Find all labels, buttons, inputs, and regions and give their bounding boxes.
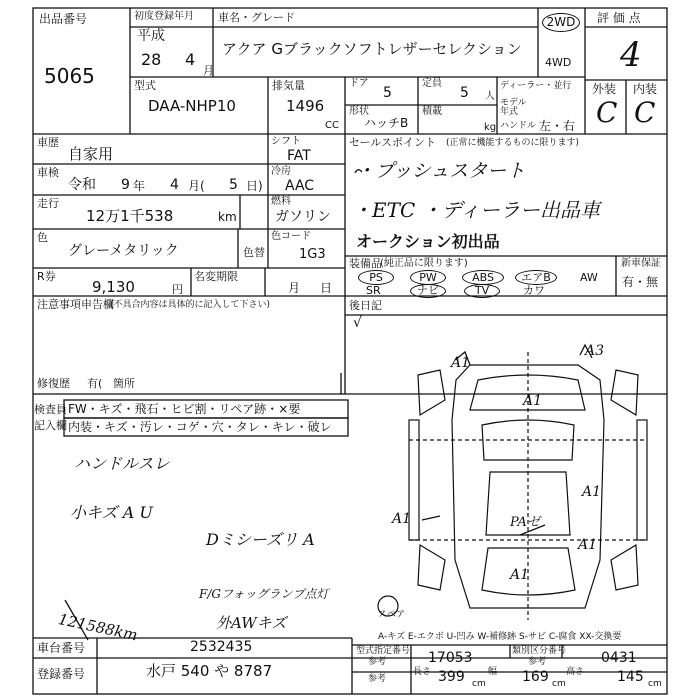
equip-navi: ナビ: [410, 284, 446, 298]
note-line-1: ハンドルスレ: [74, 454, 170, 473]
load-label: 積載: [422, 106, 442, 117]
mark-pa-door: PAゼ: [510, 515, 540, 530]
sales-note: (正常に機能するものに限ります): [446, 138, 580, 148]
inspection-month-unit: 月(: [188, 179, 205, 193]
equip-aw: AW: [580, 271, 598, 284]
repair-label: 修復歴: [37, 377, 70, 390]
equip-ps: PS: [358, 270, 394, 285]
mark-a1-left: A1: [392, 511, 412, 527]
chassis-number: 2532435: [190, 639, 253, 655]
mileage-label: 走行: [37, 197, 59, 210]
body-type: ハッチB: [364, 116, 409, 130]
inspection-year: 9: [121, 177, 130, 193]
inspection-day: 5: [229, 177, 238, 193]
yen-unit: 円: [172, 283, 183, 296]
equip-tv: TV: [464, 284, 500, 298]
equipment-note: (純正品に限ります): [380, 258, 468, 269]
mark-a1-right-rear: A1: [578, 537, 598, 553]
exterior-label: 外装: [592, 82, 617, 96]
interior-grade: C: [634, 96, 656, 129]
class-no-label: 類別区分番号: [512, 646, 567, 656]
color: グレーメタリック: [68, 243, 179, 259]
title-month: 月: [288, 281, 301, 295]
fuel: ガソリン: [275, 209, 331, 225]
length: 399: [438, 669, 465, 685]
width-unit: cm: [552, 679, 566, 689]
rear-note-mark: √: [353, 315, 362, 331]
sales-handwritten-2: ・ETC ・ディーラー出品車: [352, 198, 600, 222]
warranty-value: 有・無: [622, 275, 659, 289]
equip-abs: ABS: [462, 270, 504, 285]
reg-era: 平成: [137, 28, 165, 44]
class-no-ref: 参考: [528, 657, 547, 667]
sales-printed: オークション初出品: [356, 232, 500, 251]
repaint-label: 色替: [243, 246, 265, 259]
type-cert-number: 17053: [428, 650, 473, 666]
capacity-label: 定員: [422, 78, 442, 89]
model-year-label2: 年式: [500, 107, 519, 117]
note-mileage: 121588km: [56, 610, 140, 645]
overall-score: 4: [620, 35, 642, 75]
history-label: 車歴: [37, 136, 59, 149]
reg-month: 4: [185, 50, 196, 69]
history-value: 自家用: [68, 145, 114, 163]
model-label: 型式: [134, 79, 156, 92]
new-car-warranty-label: 新車保証: [621, 258, 661, 269]
ac-label: 冷房: [271, 166, 291, 177]
dealer-label: ディーラー・並行: [500, 81, 572, 91]
note-line-3: Dミシーズリ A: [206, 530, 315, 549]
equip-leather: カワ: [523, 284, 545, 297]
note-line-4: F/Gフォッグランプ点灯: [199, 587, 329, 601]
inspection-year-unit: 年: [133, 179, 146, 193]
plate-number: 水戸 540 や 8787: [146, 662, 273, 680]
repair-value: 有(: [87, 377, 103, 390]
mark-a3-front-right: A3: [585, 343, 605, 359]
car-name-label: 車名・グレード: [218, 11, 295, 24]
model-code: DAA-NHP10: [148, 97, 236, 115]
note-line-5: 外AWキズ: [216, 614, 287, 632]
color-label: 色: [37, 231, 48, 244]
height: 145: [617, 669, 644, 685]
drive-2wd-circle: 2WD: [542, 13, 580, 32]
reg-month-unit: 月: [203, 64, 214, 77]
inspection-era: 令和: [68, 177, 96, 193]
height-label: 高さ: [566, 667, 585, 677]
mark-a1-right: A1: [582, 484, 602, 500]
cc-unit: CC: [325, 120, 339, 131]
equip-airbag: エアB: [515, 270, 557, 285]
score-label: 評 価 点: [597, 11, 641, 25]
width: 169: [522, 669, 549, 685]
checklist-label-1: 検査員: [34, 403, 67, 416]
model-year-label1: モデル: [500, 98, 527, 108]
length-unit: cm: [472, 679, 486, 689]
shift: FAT: [287, 148, 311, 164]
type-cert-ref: 参考: [368, 657, 387, 667]
ac: AAC: [285, 178, 315, 194]
inspection-month: 4: [170, 177, 179, 193]
class-number: 0431: [601, 650, 637, 666]
fuel-label: 燃料: [271, 196, 291, 207]
doors-label: ドア: [349, 78, 369, 89]
spare-label: スペア: [378, 610, 406, 620]
displacement-label: 排気量: [272, 79, 305, 92]
mark-a1-rear: A1: [510, 567, 530, 583]
checklist-row-1: FW・キズ・飛石・ヒビ割・リペア跡・×要: [68, 402, 301, 416]
title-day: 日: [320, 281, 333, 295]
mark-a1-hood: A1: [523, 393, 543, 409]
colorcode-label: 色コード: [271, 231, 311, 242]
exterior-grade: C: [596, 96, 618, 129]
handle-value: 左・右: [539, 119, 576, 133]
rear-note-label: 後日記: [349, 299, 382, 312]
equip-pw: PW: [410, 270, 446, 285]
damage-legend: A-キズ E-エクボ U-凹み W-補修跡 S-サビ C-腐食 XX-交換要: [378, 632, 622, 642]
capacity: 5: [460, 85, 469, 101]
title-change-label: 名変期限: [194, 270, 238, 283]
reg-year: 28: [141, 50, 162, 69]
caution-note: (不具合内容は具体的に記入して下さい): [110, 300, 271, 310]
colorcode: 1G3: [299, 247, 326, 262]
inspection-label: 車検: [37, 166, 59, 179]
size-ref: 参考: [368, 674, 387, 684]
drive-4wd: 4WD: [545, 56, 572, 69]
equip-sr: SR: [366, 284, 381, 297]
person-unit: 人: [485, 91, 495, 102]
checklist-row-2: 内装・キズ・汚レ・コゲ・穴・タレ・キレ・破レ: [68, 420, 332, 434]
shift-label: シフト: [271, 136, 301, 147]
inspection-day-unit: 日): [246, 179, 263, 193]
doors: 5: [383, 85, 392, 101]
plate-label: 登録番号: [37, 667, 86, 681]
type-cert-label: 型式指定番号: [356, 646, 411, 656]
width-label: 幅: [488, 667, 498, 677]
checklist-label-2: 記入欄: [34, 419, 67, 432]
lot-number: 5065: [44, 64, 95, 88]
body-label: 形状: [349, 106, 369, 117]
rtax-value: 9,130: [92, 278, 135, 296]
length-label: 長さ: [413, 667, 432, 677]
sales-handwritten-1: ・プッシュスタート: [356, 160, 526, 182]
lot-label: 出品番号: [39, 12, 88, 26]
displacement: 1496: [286, 97, 325, 115]
caution-label: 注意事項申告欄: [37, 298, 114, 311]
km-unit: km: [218, 210, 237, 224]
height-unit: cm: [648, 679, 662, 689]
chassis-label: 車台番号: [37, 641, 86, 655]
handle-label: ハンドル: [500, 121, 537, 131]
interior-label: 内装: [633, 82, 658, 96]
mark-a1-front-left: A1: [451, 355, 471, 371]
equipment-label: 装備品: [349, 257, 382, 270]
rtax-label: R券: [37, 270, 56, 283]
mileage: 12万1千538: [86, 207, 174, 225]
note-line-2: 小キズ A U: [70, 503, 153, 522]
repair-unit: 箇所: [113, 377, 135, 390]
first-reg-label: 初度登録年月: [134, 11, 194, 22]
kg-unit: kg: [484, 122, 497, 133]
sales-label: セールスポイント: [349, 136, 437, 149]
car-name: アクア Gブラックソフトレザーセレクション: [222, 40, 522, 58]
